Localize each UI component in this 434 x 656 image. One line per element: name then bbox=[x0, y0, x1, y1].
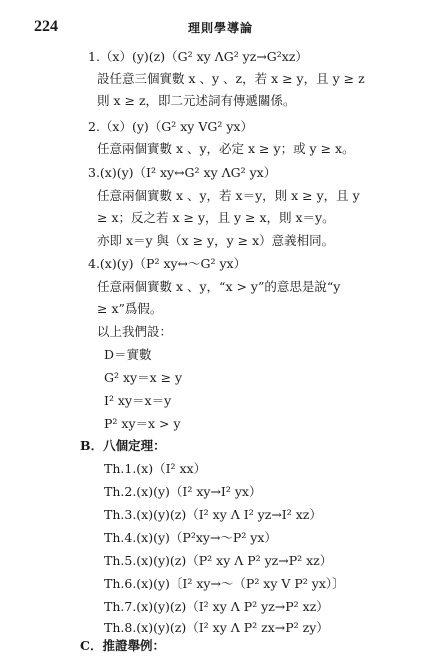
summary-intro: 以上我們設： bbox=[97, 324, 173, 339]
item-2-formula: 2.（x）(y)（G² xy VG² yx） bbox=[88, 119, 253, 134]
item-3-text: 亦即 x＝y 與（x ≥ y，y ≥ x）意義相同。 bbox=[97, 233, 335, 248]
page-number: 224 bbox=[34, 18, 58, 35]
definition-line: D＝實數 bbox=[104, 347, 152, 362]
section-c-heading: C．推證舉例： bbox=[80, 638, 165, 653]
theorem-line: Th.5.(x)(y)(z)（P² xy Λ P² yz→P² xz） bbox=[104, 553, 333, 568]
theorem-line: Th.7.(x)(y)(z)（I² xy Λ P² yz→P² xz） bbox=[104, 599, 329, 614]
definition-line: G² xy＝x ≥ y bbox=[104, 370, 183, 385]
theorem-line: Th.6.(x)(y)〔I² xy→～（P² xy V P² yx）〕 bbox=[104, 576, 345, 591]
theorem-line: Th.8.(x)(y)(z)（I² xy Λ P² zx→P² zy） bbox=[104, 620, 329, 635]
item-3-text: 任意兩個實數 x 、y，若 x＝y，則 x ≥ y，且 y bbox=[97, 188, 360, 203]
theorem-line: Th.4.(x)(y)（P²xy→～P² yx） bbox=[104, 530, 277, 545]
item-1-text: 設任意三個實數 x 、y 、z，若 x ≥ y，且 y ≥ z bbox=[97, 71, 365, 86]
item-3-formula: 3.(x)(y)（I² xy↔G² xy ΛG² yx） bbox=[88, 165, 277, 180]
item-4-text: ≥ x”爲假。 bbox=[97, 301, 163, 316]
item-1-text: 則 x ≥ z，即二元述詞有傳遞關係。 bbox=[97, 93, 296, 108]
item-3-text: ≥ x；反之若 x ≥ y，且 y ≥ x，則 x＝y。 bbox=[97, 210, 335, 225]
item-4-formula: 4.(x)(y)（P² xy↔～G² yx） bbox=[88, 256, 247, 271]
theorem-line: Th.3.(x)(y)(z)（I² xy Λ I² yz→I² xz） bbox=[104, 507, 322, 522]
definition-line: P² xy＝x > y bbox=[104, 416, 181, 431]
running-title: 理則學導論 bbox=[188, 21, 254, 35]
item-2-text: 任意兩個實數 x 、y，必定 x ≥ y；或 y ≥ x。 bbox=[97, 141, 355, 156]
theorem-line: Th.1.(x)（I² xx） bbox=[104, 461, 207, 476]
item-4-text: 任意兩個實數 x 、y，“x > y”的意思是說“y bbox=[97, 279, 341, 294]
section-b-heading: B．八個定理： bbox=[80, 438, 166, 453]
theorem-line: Th.2.(x)(y)（I² xy→I² yx） bbox=[104, 484, 262, 499]
definition-line: I² xy＝x＝y bbox=[104, 393, 172, 408]
item-1-formula: 1.（x）(y)(z)（G² xy ΛG² yz→G²xz） bbox=[88, 49, 308, 64]
